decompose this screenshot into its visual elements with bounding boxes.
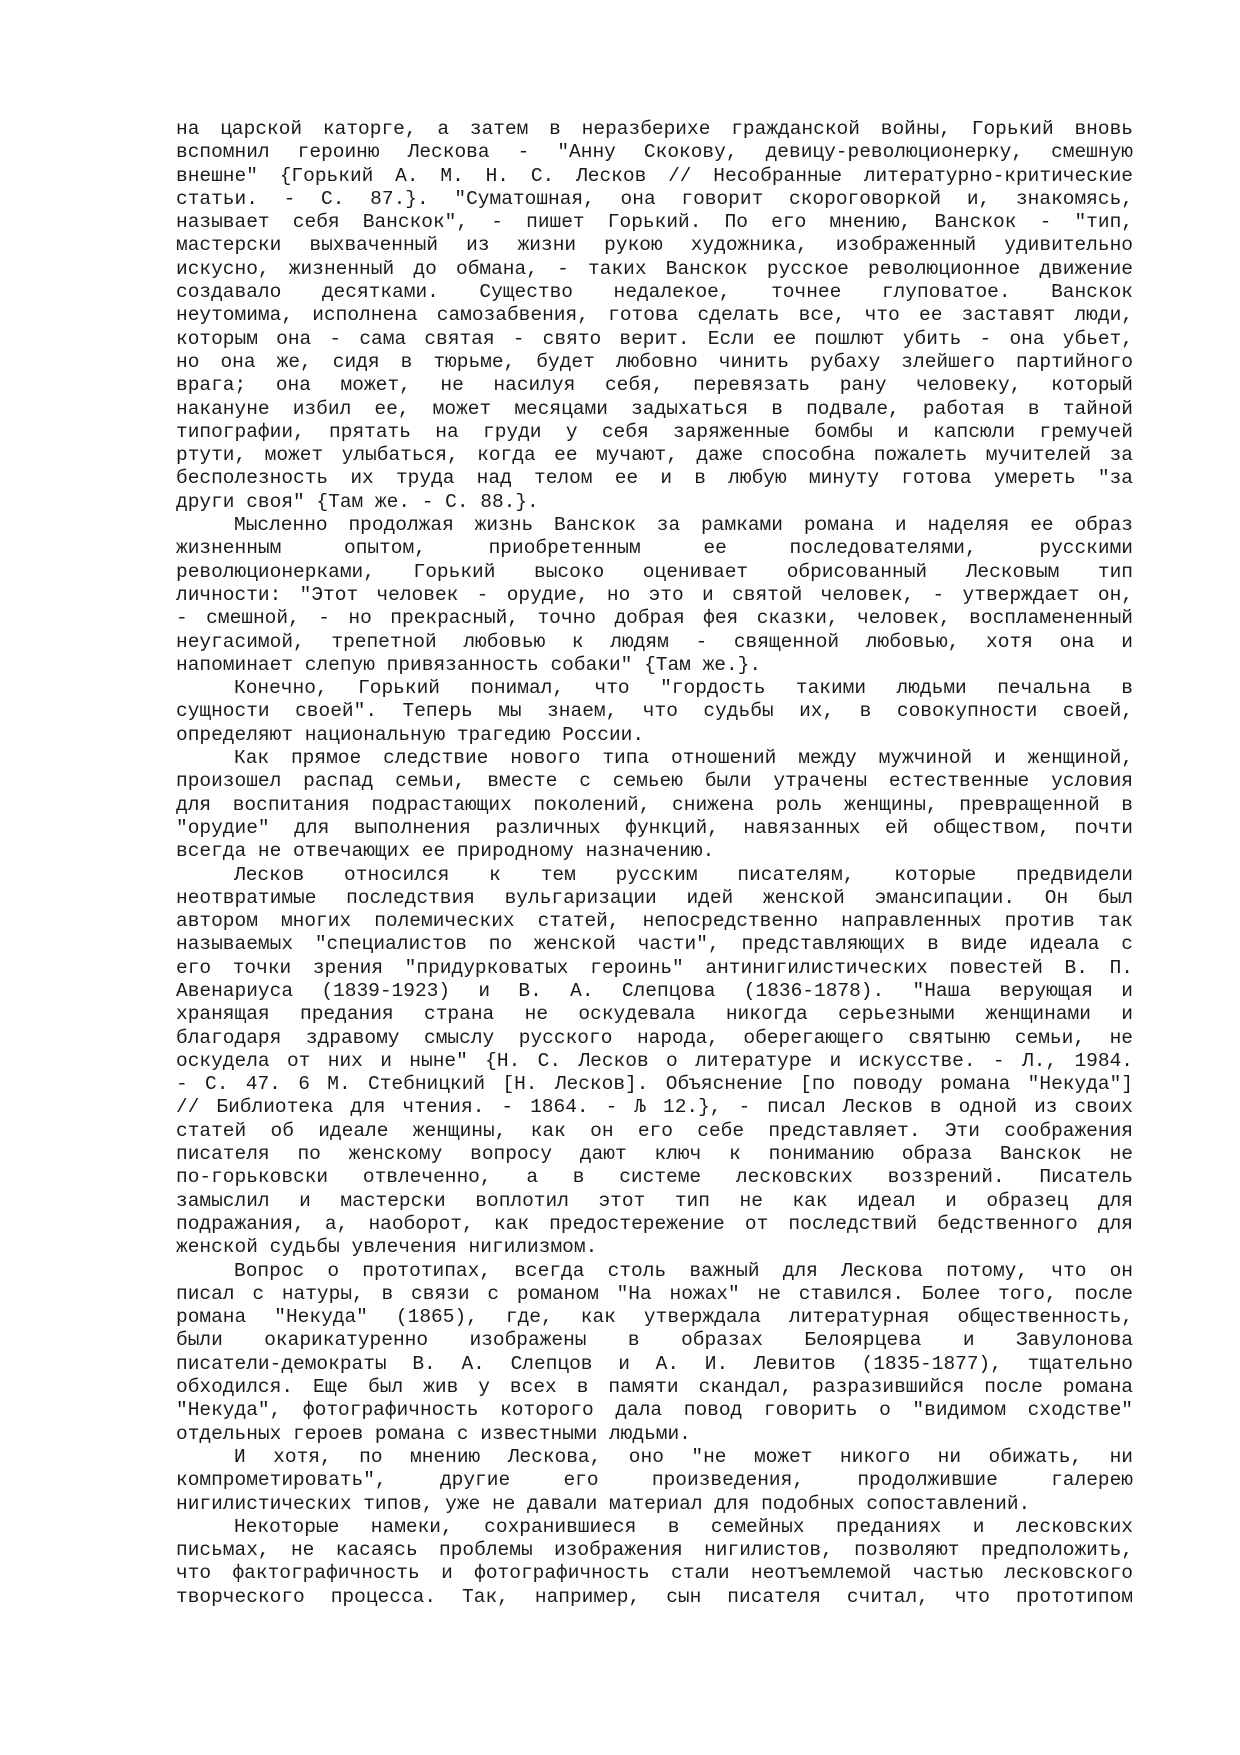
text-line: создавало десятками. Существо недалекое, точнее глуповатое. Ванскок	[176, 281, 1133, 304]
text-line: по-горьковски отвлеченно, а в системе лесковских воззрений. Писатель	[176, 1166, 1133, 1189]
text-line: неугасимой, трепетной любовью к людям - священной любовью, хотя она и	[176, 630, 1133, 653]
text-line: накануне избил ее, может месяцами задыхаться в подвале, работая в тайной	[176, 397, 1133, 420]
text-line: И хотя, по мнению Лескова, оно "не может никого ни обижать, ни	[234, 1445, 1133, 1468]
text-line: типографии, прятать на груди у себя заряженные бомбы и капсюли гремучей	[176, 420, 1133, 443]
text-line: Как прямое следствие нового типа отношений между мужчиной и женщиной,	[234, 747, 1133, 770]
text-line: ртути, может улыбаться, когда ее мучают, даже способна пожалеть мучителей за	[176, 444, 1133, 467]
text-line: определяют национальную трагедию России.	[176, 723, 645, 746]
text-line: оскудела от них и ныне" {Н. С. Лесков о литературе и искусстве. - Л., 1984.	[176, 1049, 1133, 1072]
text-line: на царской каторге, а затем в неразберихе гражданской войны, Горький вновь	[176, 118, 1133, 140]
text-line: автором многих полемических статей, непосредственно направленных против так	[176, 910, 1133, 933]
text-line: письмах, не касаясь проблемы изображения нигилистов, позволяют предположить,	[176, 1539, 1133, 1562]
text-line: искусно, жизненный до обмана, - таких Ванскок русское революционное движение	[176, 257, 1133, 280]
text-line: - смешной, - но прекрасный, точно добрая фея сказки, человек, воспламененный	[176, 607, 1133, 630]
text-line: "Некуда", фотографичность которого дала повод говорить о "видимом сходстве"	[176, 1399, 1133, 1422]
text-line: что фактографичность и фотографичность стали неотъемлемой частью лесковского	[176, 1562, 1133, 1585]
paragraph	[176, 1446, 1133, 1516]
paragraph	[176, 1516, 1133, 1609]
text-line: Авенариуса (1839-1923) и В. А. Слепцова (1836-1878). "Наша верующая и	[176, 979, 1133, 1002]
text-line: подражания, а, наоборот, как предостережение от последствий бедственного для	[176, 1212, 1133, 1235]
text-line: статей об идеале женщины, как он его себе представляет. Эти соображения	[176, 1119, 1133, 1142]
text-line: бесполезность их труда над телом ее и в любую минуту готова умереть "за	[176, 467, 1133, 490]
paragraph	[176, 747, 1133, 863]
text-line: "орудие" для выполнения различных функций, навязанных ей обществом, почти	[176, 816, 1133, 839]
text-line: нигилистических типов, уже не давали материал для подобных сопоставлений.	[176, 1492, 1031, 1515]
text-line: писал с натуры, в связи с романом "На ножах" не ставился. Более того, после	[176, 1282, 1133, 1305]
text-line: статьи. - С. 87.}. "Суматошная, она говорит скороговоркой и, знакомясь,	[176, 187, 1133, 210]
text-line: неотвратимые последствия вульгаризации идей женской эмансипации. Он был	[176, 886, 1133, 909]
text-line: врага; она может, не насилуя себя, перевязать рану человеку, который	[176, 374, 1133, 397]
paragraph	[176, 1260, 1133, 1446]
text-line: творческого процесса. Так, например, сын писателя считал, что прототипом	[176, 1585, 1133, 1608]
text-line: обходился. Еще был жив у всех в памяти скандал, разразившийся после романа	[176, 1376, 1133, 1399]
text-line: отдельных героев романа с известными людьми.	[176, 1422, 691, 1445]
paragraph	[176, 677, 1133, 747]
text-line: Мысленно продолжая жизнь Ванскок за рамками романа и наделяя ее образ	[234, 514, 1133, 537]
text-line: называет себя Ванскок", - пишет Горький. По его мнению, Ванскок - "тип,	[176, 211, 1133, 234]
text-line: Лесков относился к тем русским писателям, которые предвидели	[234, 863, 1133, 886]
text-line: хранящая предания страна не оскудевала никогда серьезными женщинами и	[176, 1003, 1133, 1026]
text-line: писатели-демократы В. А. Слепцов и А. И. Левитов (1835-1877), тщательно	[176, 1352, 1133, 1375]
document-page	[176, 118, 1133, 1609]
text-line: внешне" {Горький А. М. Н. С. Лесков // Несобранные литературно-критические	[176, 164, 1133, 187]
text-line: революционерками, Горький высоко оценивает обрисованный Лесковым тип	[176, 560, 1133, 583]
paragraph	[176, 514, 1133, 677]
text-line: личности: "Этот человек - орудие, но это и святой человек, - утверждает он,	[176, 583, 1133, 606]
text-line: женской судьбы увлечения нигилизмом.	[176, 1236, 598, 1259]
text-line: были окарикатуренно изображены в образах Белоярцева и Завулонова	[176, 1329, 1133, 1352]
paragraph	[176, 118, 1133, 514]
text-line: которым она - сама святая - свято верит. Если ее пошлют убить - она убьет,	[176, 327, 1133, 350]
text-line: благодаря здравому смыслу русского народа, оберегающего святыню семьи, не	[176, 1026, 1133, 1049]
text-line: Конечно, Горький понимал, что "гордость такими людьми печальна в	[234, 677, 1133, 700]
text-line: вспомнил героиню Лескова - "Анну Скокову, девицу-революционерку, смешную	[176, 141, 1133, 164]
text-line: неутомима, исполнена самозабвения, готова сделать все, что ее заставят люди,	[176, 304, 1133, 327]
text-line: писателя по женскому вопросу дают ключ к пониманию образа Ванскок не	[176, 1143, 1133, 1166]
text-line: - С. 47. 6 М. Стебницкий [Н. Лесков]. Объяснение [по поводу романа "Некуда"]	[176, 1073, 1133, 1096]
paragraph	[176, 864, 1133, 1260]
text-line: жизненным опытом, приобретенным ее последователями, русскими	[176, 537, 1133, 560]
text-line: романа "Некуда" (1865), где, как утверждала литературная общественность,	[176, 1306, 1133, 1329]
text-line: напоминает слепую привязанность собаки" {Там же.}.	[176, 653, 762, 676]
text-line: замыслил и мастерски воплотил этот тип не как идеал и образец для	[176, 1189, 1133, 1212]
text-line: но она же, сидя в тюрьме, будет любовно чинить рубаху злейшего партийного	[176, 350, 1133, 373]
text-line: называемых "специалистов по женской части", представляющих в виде идеала с	[176, 933, 1133, 956]
text-line: сущности своей". Теперь мы знаем, что судьбы их, в совокупности своей,	[176, 700, 1133, 723]
text-line: Вопрос о прототипах, всегда столь важный для Лескова потому, что он	[234, 1259, 1133, 1282]
text-line: компрометировать", другие его произведения, продолжившие галерею	[176, 1469, 1133, 1492]
text-line: мастерски выхваченный из жизни рукою художника, изображенный удивительно	[176, 234, 1133, 257]
text-line: его точки зрения "придурковатых героинь" антинигилистических повестей В. П.	[176, 956, 1133, 979]
text-line: Некоторые намеки, сохранившиеся в семейных преданиях и лесковских	[234, 1515, 1133, 1538]
text-line: произошел распад семьи, вместе с семьею были утрачены естественные условия	[176, 770, 1133, 793]
text-line: для воспитания подрастающих поколений, снижена роль женщины, превращенной в	[176, 793, 1133, 816]
text-line: други своя" {Там же. - С. 88.}.	[176, 490, 539, 513]
text-line: всегда не отвечающих ее природному назначению.	[176, 840, 715, 863]
text-line: // Библиотека для чтения. - 1864. - Љ 12.}, - писал Лесков в одной из своих	[176, 1096, 1133, 1119]
